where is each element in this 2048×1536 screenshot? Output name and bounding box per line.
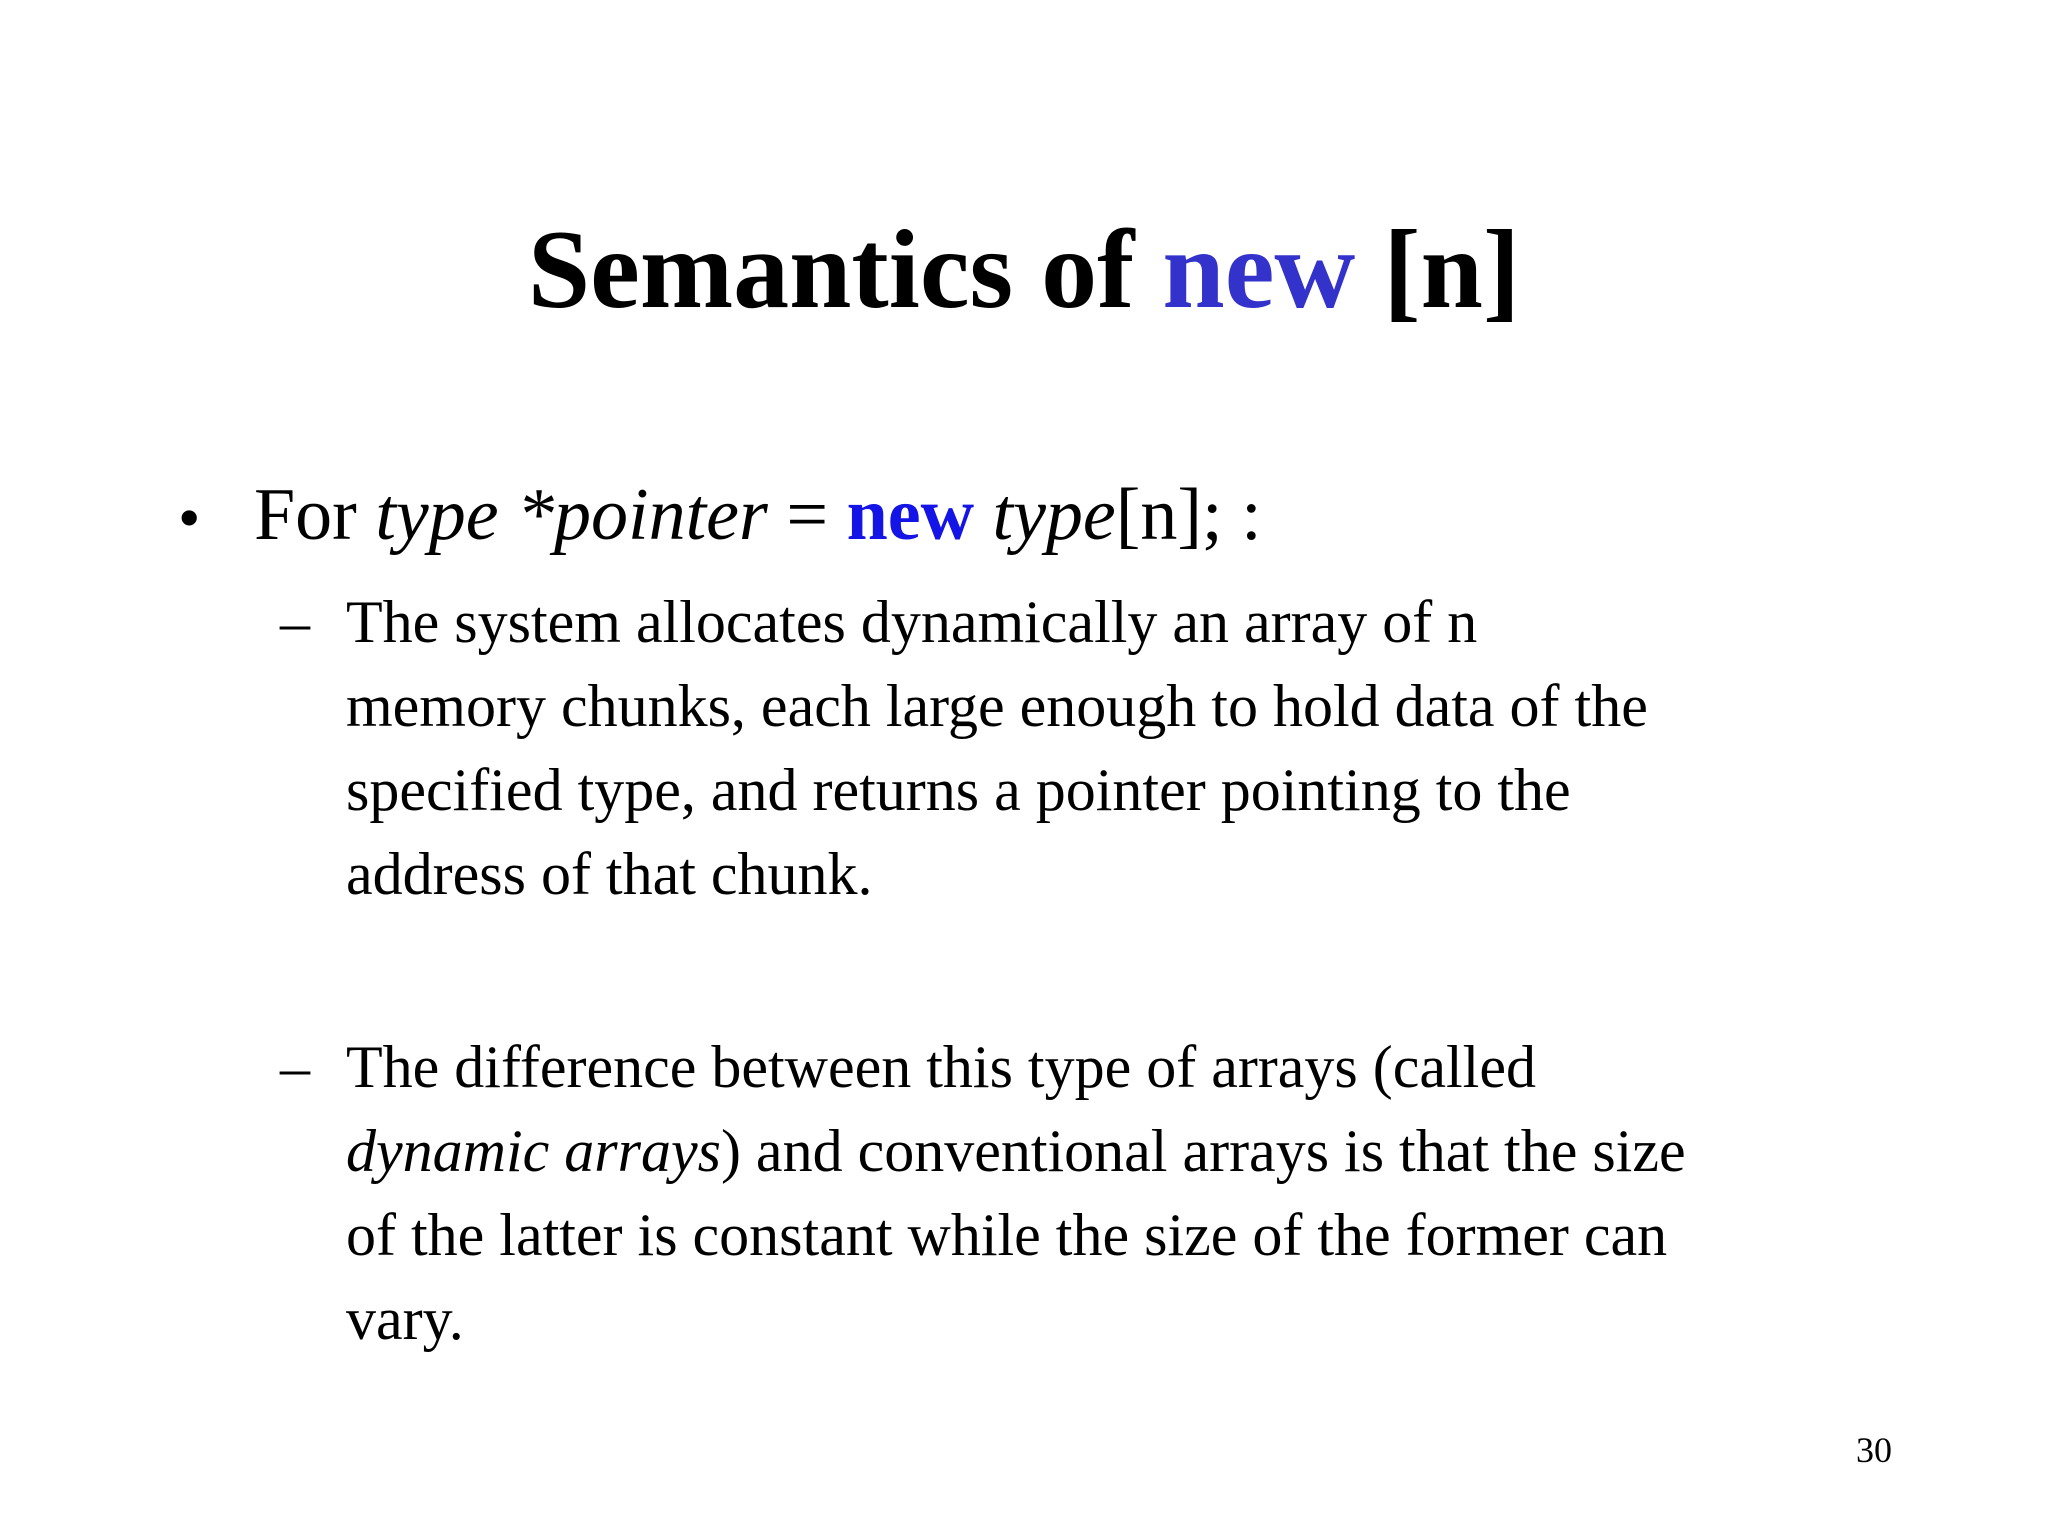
sub-bullet-allocation (280, 580, 1940, 916)
sub-bullet-difference (280, 1025, 1940, 1361)
slide-title (0, 200, 2048, 340)
bullet-marker: • (178, 482, 201, 553)
bullet-tail: [n]; : (1115, 474, 1262, 556)
title-keyword-new: new (1162, 208, 1356, 332)
sub2-italic-dynamic-arrays: dynamic arrays (346, 1118, 721, 1184)
sub-bullet-text: The system allocates dynamically an array of n memory chunks, each large enough to hold data of the specified type, and returns a pointer pointing to the address of that chunk. (346, 589, 1648, 907)
sub-bullet-marker: – (280, 1034, 310, 1100)
bullet-equals: = (767, 474, 847, 556)
sub-bullet-text (346, 1025, 1940, 1361)
bullet-space (974, 474, 993, 556)
sub2-line1: The difference between this type of arrays (called (346, 1034, 1536, 1100)
bullet-main (178, 470, 1262, 563)
bullet-lead: For (254, 474, 376, 556)
title-prefix: Semantics of (527, 208, 1163, 332)
bullet-type-pointer: type *pointer (375, 474, 768, 556)
sub-bullet-marker: – (280, 589, 310, 655)
bullet-type: type (992, 474, 1116, 556)
bullet-keyword-new: new (846, 474, 975, 556)
sub2-rest: ) and conventional arrays is that the size of the latter is constant while the size of the former can vary. (346, 1118, 1686, 1352)
title-suffix: [n] (1355, 208, 1521, 332)
page-number: 30 (1856, 1430, 1892, 1470)
